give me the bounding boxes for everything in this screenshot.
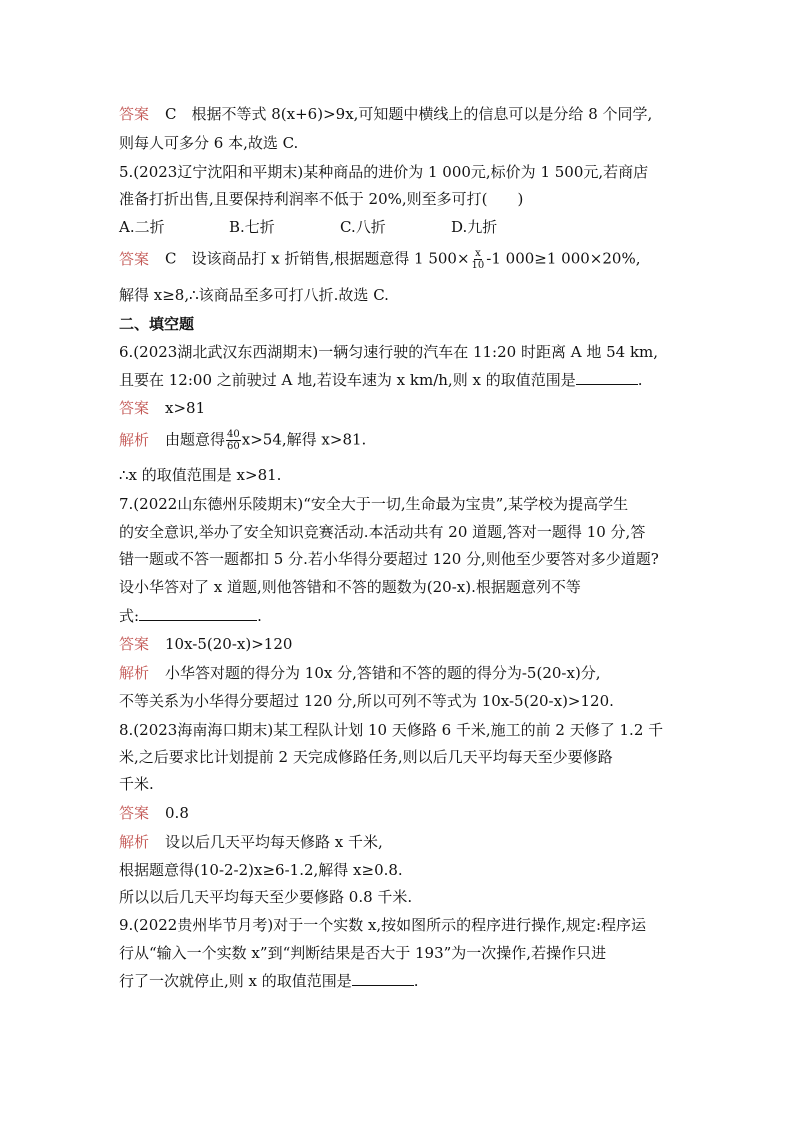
q6-analysis-pre: 由题意得	[165, 430, 226, 449]
q7-stem-line-5	[119, 605, 262, 626]
q7-stem-line-4: 设小华答对了 x 道题,则他答错和不答的题数为(20-x).根据题意列不等	[119, 578, 581, 596]
q5-stem-line-2: 准备打折出售,且要保持利润率不低于 20%,则至多可打( )	[119, 190, 524, 208]
q7-stem-text: 式:	[119, 607, 140, 625]
q5-options	[119, 217, 497, 237]
analysis-tag: 解析	[119, 430, 150, 449]
q8-analysis-line-2: 根据题意得(10-2-2)x≥6-1.2,解得 x≥0.8.	[119, 861, 403, 879]
analysis-tag: 解析	[119, 664, 150, 682]
q9-stem-line-3	[119, 970, 419, 991]
q6-frac-num: 40	[227, 429, 240, 440]
answer-tag: 答案	[119, 804, 150, 822]
q5-option-d: D.九折	[451, 218, 498, 236]
q7-stem-line-1: 7.(2022山东德州乐陵期末)“安全大于一切,生命最为宝贵”,某学校为提高学生	[119, 495, 629, 513]
q8-stem-line-1: 8.(2023海南海口期末)某工程队计划 10 天修路 6 千米,施工的前 2 天修了 1.2 千	[119, 721, 664, 739]
q6-stem-end: .	[637, 371, 643, 389]
q7-answer-text: 10x-5(20-x)>120	[165, 635, 293, 653]
q9-stem-line-2: 行从“输入一个实数 x”到“判断结果是否大于 193”为一次操作,若操作只进	[119, 944, 607, 962]
q4-answer-line	[119, 104, 652, 124]
q6-analysis-post: x>54,解得 x>81.	[241, 430, 367, 449]
q9-stem-end: .	[413, 972, 419, 990]
q6-answer-line	[119, 398, 205, 418]
q5-stem-line-1: 5.(2023辽宁沈阳和平期末)某种商品的进价为 1 000元,标价为 1 500元,若商店	[119, 163, 649, 181]
q7-blank	[139, 605, 257, 621]
q9-stem-line-1: 9.(2022贵州毕节月考)对于一个实数 x,按如图所示的程序进行操作,规定:程序运	[119, 916, 647, 934]
q6-stem-text: 且要在 12:00 之前驶过 A 地,若设车速为 x km/h,则 x 的取值范围是	[119, 371, 576, 389]
q6-blank	[576, 369, 638, 385]
q6-stem-line-1: 6.(2023湖北武汉东西湖期末)一辆匀速行驶的汽车在 11:20 时距离 A 地 54 km,	[119, 343, 659, 361]
q8-answer-text: 0.8	[165, 804, 189, 822]
q8-analysis-line-3: 所以以后几天平均每天至少要修路 0.8 千米.	[119, 888, 413, 906]
q8-stem-line-2: 米,之后要求比计划提前 2 天完成修路任务,则以后几天平均每天至少要修路	[119, 748, 613, 766]
q8-stem-line-3: 千米.	[119, 775, 154, 793]
q5-option-b: B.七折	[229, 218, 275, 236]
q7-stem-line-3: 错一题或不答一题都扣 5 分.若小华得分要超过 120 分,则他至少要答对多少道题?	[119, 550, 659, 568]
q7-analysis-text: 小华答对题的得分为 10x 分,答错和不答的题的得分为-5(20-x)分,	[165, 664, 601, 682]
q9-stem-text: 行了一次就停止,则 x 的取值范围是	[119, 972, 352, 990]
q6-fraction	[226, 429, 241, 452]
analysis-tag: 解析	[119, 833, 150, 851]
q5-frac-num: x	[475, 248, 481, 259]
q6-frac-den: 60	[227, 441, 240, 452]
q7-analysis-line	[119, 663, 601, 683]
q5-frac-den: 10	[471, 260, 485, 271]
q7-answer-line	[119, 634, 292, 654]
q5-option-a: A.二折	[119, 218, 165, 236]
answer-tag: 答案	[119, 249, 150, 268]
q5-answer-post: -1 000≥1 000×20%,	[486, 249, 641, 268]
answer-tag: 答案	[119, 399, 150, 417]
q6-analysis-line	[119, 429, 366, 452]
q5-option-c: C.八折	[340, 218, 386, 236]
answer-tag: 答案	[119, 105, 150, 123]
q6-stem-line-2	[119, 369, 642, 390]
q9-blank	[352, 970, 414, 986]
answer-tag: 答案	[119, 635, 150, 653]
q4-answer-text: C 根据不等式 8(x+6)>9x,可知题中横线上的信息可以是分给 8 个同学,	[165, 105, 653, 123]
q6-answer-text: x>81	[165, 399, 206, 417]
q6-analysis-line-2: ∴x 的取值范围是 x>81.	[119, 466, 282, 484]
q8-answer-line	[119, 803, 189, 823]
q7-stem-end: .	[257, 607, 262, 625]
q7-analysis-line-2: 不等关系为小华得分要超过 120 分,所以可列不等式为 10x-5(20-x)>120.	[119, 692, 614, 710]
q5-fraction	[471, 248, 486, 271]
section-heading: 二、填空题	[119, 315, 195, 333]
q5-answer-pre: C 设该商品打 x 折销售,根据题意得 1 500×	[165, 249, 470, 268]
q5-answer-line-2: 解得 x≥8,∴该商品至多可打八折.故选 C.	[119, 286, 389, 304]
q8-analysis-text: 设以后几天平均每天修路 x 千米,	[165, 833, 383, 851]
q8-analysis-line	[119, 832, 383, 852]
q4-answer-line-2: 则每人可多分 6 本,故选 C.	[119, 134, 299, 152]
q7-stem-line-2: 的安全意识,举办了安全知识竞赛活动.本活动共有 20 道题,答对一题得 10 分,答	[119, 523, 646, 541]
q5-answer-line	[119, 248, 640, 271]
